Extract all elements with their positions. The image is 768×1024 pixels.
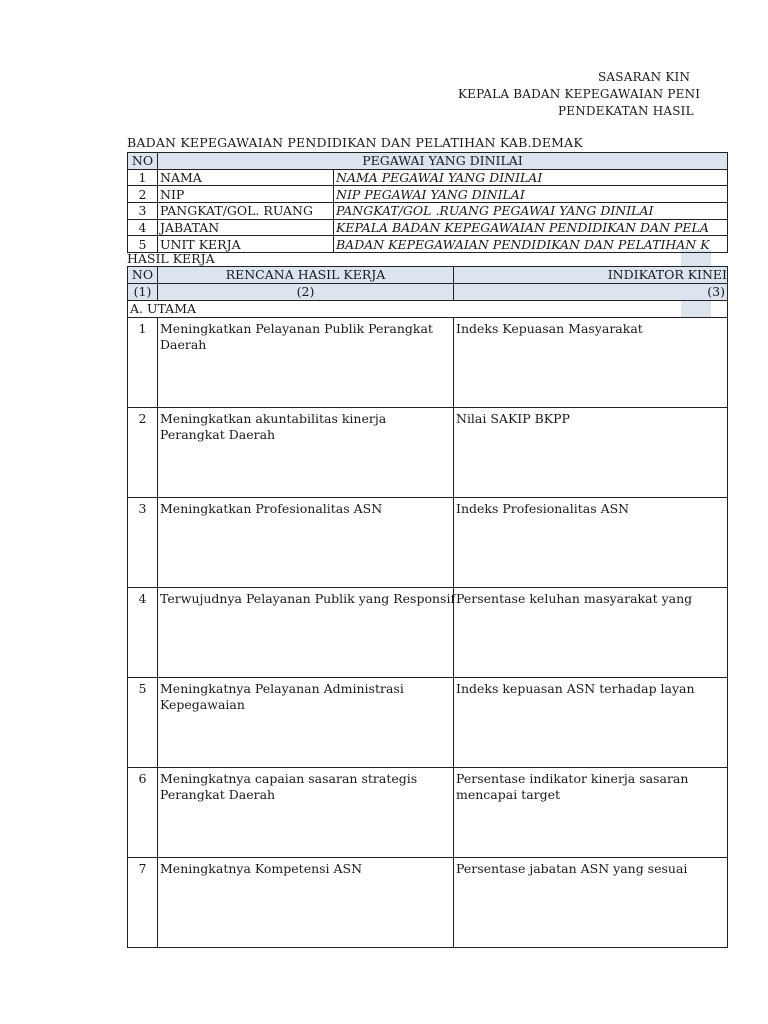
info-row-value: BADAN KEPEGAWAIAN PENDIDIKAN DAN PELATIHAN K bbox=[334, 236, 728, 253]
header-title: SASARAN KIN bbox=[598, 70, 691, 84]
info-row bbox=[128, 203, 728, 220]
info-row-label: NAMA bbox=[158, 169, 334, 186]
row-no: 6 bbox=[128, 768, 158, 858]
row-indikator: Indeks Profesionalitas ASN bbox=[454, 498, 728, 588]
row-rencana: Terwujudnya Pelayanan Publik yang Responsif bbox=[158, 588, 454, 678]
info-row-label: UNIT KERJA bbox=[158, 236, 334, 253]
row-no: 2 bbox=[128, 408, 158, 498]
row-no: 1 bbox=[128, 318, 158, 408]
row-no: 3 bbox=[128, 498, 158, 588]
row-no: 5 bbox=[128, 678, 158, 768]
info-row-no: 1 bbox=[128, 169, 158, 186]
info-row-value: NIP PEGAWAI YANG DINILAI bbox=[334, 186, 728, 203]
work-section-row bbox=[128, 301, 728, 318]
work-num-indikator: (3) bbox=[454, 284, 728, 301]
info-row-no: 3 bbox=[128, 203, 158, 220]
row-indikator: Nilai SAKIP BKPP bbox=[454, 408, 728, 498]
organization-name: BADAN KEPEGAWAIAN PENDIDIKAN DAN PELATIHAN KAB.DEMAK bbox=[127, 135, 583, 150]
row-rencana: Meningkatkan akuntabilitas kinerja Perangkat Daerah bbox=[158, 408, 454, 498]
header-approach: PENDEKATAN HASIL bbox=[558, 104, 694, 118]
info-row-label: PANGKAT/GOL. RUANG bbox=[158, 203, 334, 220]
row-rencana: Meningkatkan Pelayanan Publik Perangkat Daerah bbox=[158, 318, 454, 408]
work-number-row bbox=[128, 284, 728, 301]
row-rencana: Meningkatkan Profesionalitas ASN bbox=[158, 498, 454, 588]
work-num-rencana: (2) bbox=[158, 284, 454, 301]
info-row-value: PANGKAT/GOL .RUANG PEGAWAI YANG DINILAI bbox=[334, 203, 728, 220]
work-num-no: (1) bbox=[128, 284, 158, 301]
work-col-no: NO bbox=[128, 267, 158, 284]
row-indikator: Persentase jabatan ASN yang sesuai bbox=[454, 858, 728, 948]
work-section-utama: A. UTAMA bbox=[128, 301, 728, 318]
row-no: 7 bbox=[128, 858, 158, 948]
info-row-no: 5 bbox=[128, 236, 158, 253]
table-row bbox=[128, 678, 728, 768]
hasil-kerja-label: HASIL KERJA bbox=[127, 251, 215, 266]
table-row bbox=[128, 588, 728, 678]
info-row-value: KEPALA BADAN KEPEGAWAIAN PENDIDIKAN DAN PELA bbox=[334, 219, 728, 236]
row-indikator: Indeks kepuasan ASN terhadap layan bbox=[454, 678, 728, 768]
row-rencana: Meningkatnya Kompetensi ASN bbox=[158, 858, 454, 948]
info-row-no: 4 bbox=[128, 219, 158, 236]
work-col-indikator: INDIKATOR KINEI bbox=[454, 267, 728, 284]
work-col-rencana: RENCANA HASIL KERJA bbox=[158, 267, 454, 284]
table-row bbox=[128, 498, 728, 588]
table-row bbox=[128, 408, 728, 498]
info-header-row bbox=[128, 153, 728, 170]
row-rencana: Meningkatnya Pelayanan Administrasi Kepegawaian bbox=[158, 678, 454, 768]
row-indikator: Persentase keluhan masyarakat yang bbox=[454, 588, 728, 678]
table-row bbox=[128, 318, 728, 408]
table-row bbox=[128, 858, 728, 948]
row-rencana: Meningkatnya capaian sasaran strategis Perangkat Daerah bbox=[158, 768, 454, 858]
row-indikator: Persentase indikator kinerja sasaran mencapai target bbox=[454, 768, 728, 858]
work-header-row bbox=[128, 267, 728, 284]
row-no: 4 bbox=[128, 588, 158, 678]
info-row-no: 2 bbox=[128, 186, 158, 203]
info-row-label: NIP bbox=[158, 186, 334, 203]
table-row bbox=[128, 768, 728, 858]
info-col-no: NO bbox=[128, 153, 158, 170]
info-row bbox=[128, 186, 728, 203]
info-row bbox=[128, 169, 728, 186]
info-row bbox=[128, 236, 728, 253]
info-row-label: JABATAN bbox=[158, 219, 334, 236]
info-row bbox=[128, 219, 728, 236]
info-row-value: NAMA PEGAWAI YANG DINILAI bbox=[334, 169, 728, 186]
employee-info-table bbox=[127, 152, 728, 253]
info-col-title: PEGAWAI YANG DINILAI bbox=[158, 153, 728, 170]
row-indikator: Indeks Kepuasan Masyarakat bbox=[454, 318, 728, 408]
work-plan-table bbox=[127, 266, 728, 948]
header-subtitle: KEPALA BADAN KEPEGAWAIAN PENI bbox=[458, 87, 701, 101]
